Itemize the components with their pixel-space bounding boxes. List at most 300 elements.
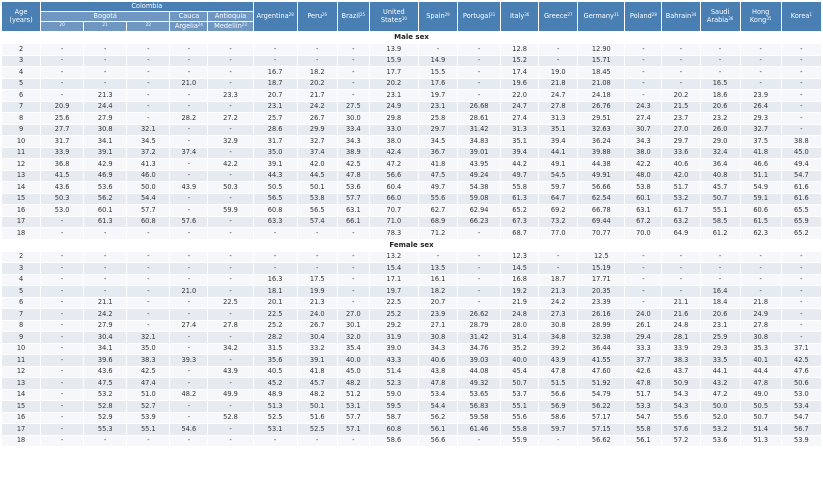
value-cell: 28.99 <box>578 320 625 332</box>
table-row <box>2 274 822 286</box>
value-cell: 59.5 <box>369 401 418 413</box>
value-cell: 39.1 <box>84 147 127 159</box>
value-cell: - <box>458 78 501 90</box>
value-cell: 31.42 <box>458 124 501 136</box>
table-row <box>2 263 822 275</box>
value-cell: 23.3 <box>208 90 253 102</box>
value-cell: 51.92 <box>578 378 625 390</box>
value-cell: 34.83 <box>458 136 501 148</box>
value-cell: 12.5 <box>578 251 625 263</box>
value-cell: - <box>539 435 578 447</box>
value-cell: 32.4 <box>700 147 740 159</box>
value-cell: 37.2 <box>127 147 170 159</box>
table-row <box>2 170 822 182</box>
value-cell: 35.4 <box>337 343 369 355</box>
country-name: Brazil <box>341 12 360 21</box>
age-cell: 17 <box>2 216 41 228</box>
value-cell: 51.0 <box>127 389 170 401</box>
value-cell: 30.7 <box>625 124 662 136</box>
value-cell: 50.7 <box>501 378 539 390</box>
value-cell: - <box>740 263 781 275</box>
value-cell: 33.5 <box>700 355 740 367</box>
value-cell: - <box>781 78 821 90</box>
value-cell: 33.3 <box>625 343 662 355</box>
value-cell: 51.7 <box>662 182 700 194</box>
value-cell: - <box>625 78 662 90</box>
value-cell: 39.4 <box>539 136 578 148</box>
value-cell: - <box>662 55 700 67</box>
value-cell: 22.0 <box>501 90 539 102</box>
value-cell: 34.1 <box>84 343 127 355</box>
value-cell: 28.2 <box>170 113 208 125</box>
value-cell: 13.9 <box>369 44 418 56</box>
value-cell: 21.08 <box>578 78 625 90</box>
value-cell: 64.7 <box>539 193 578 205</box>
value-cell: 28.0 <box>501 320 539 332</box>
value-cell: 19.2 <box>501 286 539 298</box>
value-cell: - <box>41 309 84 321</box>
country-header <box>578 2 625 32</box>
country-ref: 34 <box>691 12 697 18</box>
value-cell: 24.0 <box>297 309 337 321</box>
value-cell: 47.5 <box>84 378 127 390</box>
age-cell: 10 <box>2 136 41 148</box>
value-cell: 53.2 <box>84 389 127 401</box>
value-cell: 17.1 <box>369 274 418 286</box>
value-cell: 71.0 <box>369 216 418 228</box>
value-cell: 31.4 <box>501 332 539 344</box>
reference-table <box>1 1 822 447</box>
value-cell: - <box>208 435 253 447</box>
value-cell: 39.88 <box>578 147 625 159</box>
value-cell: 14.9 <box>418 55 457 67</box>
country-ref: 36 <box>524 12 530 18</box>
value-cell: 34.5 <box>127 136 170 148</box>
table-row <box>2 67 822 79</box>
value-cell: 33.0 <box>369 124 418 136</box>
value-cell: 47.8 <box>337 170 369 182</box>
value-cell: 33.9 <box>41 147 84 159</box>
value-cell: 17.6 <box>418 78 457 90</box>
value-cell: 18.2 <box>418 286 457 298</box>
value-cell: 30.8 <box>84 124 127 136</box>
value-cell: - <box>208 424 253 436</box>
table-row <box>2 412 822 424</box>
value-cell: 49.0 <box>740 389 781 401</box>
value-cell: 20.35 <box>578 286 625 298</box>
value-cell: 61.6 <box>781 193 821 205</box>
value-cell: 31.3 <box>539 113 578 125</box>
table-row <box>2 389 822 401</box>
value-cell: 68.7 <box>501 228 539 240</box>
value-cell: - <box>781 55 821 67</box>
value-cell: 38.0 <box>369 136 418 148</box>
bogota-ref: 20 <box>41 22 84 32</box>
value-cell: 32.0 <box>337 332 369 344</box>
value-cell: - <box>740 286 781 298</box>
value-cell: 40.1 <box>740 355 781 367</box>
value-cell: 36.7 <box>418 147 457 159</box>
value-cell: 52.3 <box>369 378 418 390</box>
value-cell: 43.6 <box>41 182 84 194</box>
value-cell: 20.1 <box>253 297 297 309</box>
value-cell: - <box>625 286 662 298</box>
value-cell: 18.2 <box>297 67 337 79</box>
value-cell: - <box>127 44 170 56</box>
value-cell: - <box>458 55 501 67</box>
value-cell: 45.7 <box>700 182 740 194</box>
value-cell: - <box>253 435 297 447</box>
value-cell: - <box>208 401 253 413</box>
table-row <box>2 182 822 194</box>
value-cell: - <box>662 274 700 286</box>
value-cell: 43.95 <box>458 159 501 171</box>
value-cell: 63.1 <box>625 205 662 217</box>
table-row <box>2 401 822 413</box>
value-cell: 30.4 <box>297 332 337 344</box>
value-cell: 44.3 <box>253 170 297 182</box>
value-cell: 52.0 <box>700 412 740 424</box>
value-cell: 39.01 <box>458 147 501 159</box>
value-cell: 50.0 <box>700 401 740 413</box>
value-cell: - <box>127 297 170 309</box>
value-cell: - <box>127 101 170 113</box>
value-cell: 15.2 <box>501 55 539 67</box>
table-body <box>2 32 822 447</box>
value-cell: 32.9 <box>208 136 253 148</box>
value-cell: - <box>297 435 337 447</box>
value-cell: 20.6 <box>700 101 740 113</box>
age-cell: 3 <box>2 55 41 67</box>
value-cell: 60.8 <box>253 205 297 217</box>
value-cell: 53.6 <box>84 182 127 194</box>
value-cell: 54.5 <box>539 170 578 182</box>
value-cell: 58.7 <box>369 412 418 424</box>
value-cell: 21.1 <box>84 297 127 309</box>
age-cell: 14 <box>2 182 41 194</box>
value-cell: 61.7 <box>662 205 700 217</box>
value-cell: 32.38 <box>578 332 625 344</box>
value-cell: 51.7 <box>625 389 662 401</box>
value-cell: 50.3 <box>41 193 84 205</box>
value-cell: 21.3 <box>297 297 337 309</box>
value-cell: 23.7 <box>662 113 700 125</box>
value-cell: - <box>41 274 84 286</box>
value-cell: 24.7 <box>539 90 578 102</box>
table-row <box>2 332 822 344</box>
value-cell: 38.3 <box>127 355 170 367</box>
value-cell: 39.03 <box>458 355 501 367</box>
table-row <box>2 136 822 148</box>
value-cell: 49.4 <box>781 159 821 171</box>
value-cell: 42.2 <box>208 159 253 171</box>
value-cell: - <box>208 78 253 90</box>
value-cell: 47.8 <box>625 378 662 390</box>
value-cell: - <box>41 332 84 344</box>
value-cell: 34.3 <box>337 136 369 148</box>
value-cell: 27.7 <box>41 124 84 136</box>
value-cell: - <box>41 67 84 79</box>
value-cell: - <box>539 263 578 275</box>
value-cell: - <box>662 78 700 90</box>
value-cell: - <box>170 124 208 136</box>
age-cell: 3 <box>2 263 41 275</box>
value-cell: - <box>127 90 170 102</box>
value-cell: 49.7 <box>501 170 539 182</box>
value-cell: - <box>253 55 297 67</box>
value-cell: 40.6 <box>418 355 457 367</box>
value-cell: 35.2 <box>501 343 539 355</box>
age-cell: 14 <box>2 389 41 401</box>
value-cell: 18.4 <box>700 297 740 309</box>
value-cell: - <box>337 274 369 286</box>
value-cell: 66.0 <box>369 193 418 205</box>
value-cell: 50.3 <box>208 182 253 194</box>
table-row <box>2 216 822 228</box>
value-cell: 70.0 <box>625 228 662 240</box>
value-cell: 26.0 <box>700 124 740 136</box>
value-cell: 27.4 <box>625 113 662 125</box>
table-row <box>2 44 822 56</box>
value-cell: - <box>84 55 127 67</box>
value-cell: 42.2 <box>625 159 662 171</box>
value-cell: 53.3 <box>625 401 662 413</box>
value-cell: 35.1 <box>501 136 539 148</box>
value-cell: 42.6 <box>625 366 662 378</box>
country-ref: 30 <box>401 15 407 21</box>
age-header-label: Age (years) <box>9 7 33 24</box>
value-cell: 59.08 <box>458 193 501 205</box>
value-cell: 53.0 <box>781 389 821 401</box>
value-cell: 63.3 <box>253 216 297 228</box>
section-title: Female sex <box>2 239 822 251</box>
value-cell: 60.6 <box>740 205 781 217</box>
value-cell: - <box>781 101 821 113</box>
value-cell: 53.4 <box>418 389 457 401</box>
value-cell: - <box>253 228 297 240</box>
value-cell: - <box>170 193 208 205</box>
value-cell: 32.63 <box>578 124 625 136</box>
value-cell: - <box>41 389 84 401</box>
value-cell: - <box>170 136 208 148</box>
value-cell: 12.8 <box>501 44 539 56</box>
value-cell: - <box>41 216 84 228</box>
value-cell: 24.8 <box>662 320 700 332</box>
bogota-ref: 21 <box>84 22 127 32</box>
value-cell: 29.7 <box>418 124 457 136</box>
value-cell: 66.78 <box>578 205 625 217</box>
value-cell: 18.45 <box>578 67 625 79</box>
value-cell: - <box>740 78 781 90</box>
value-cell: 23.1 <box>700 320 740 332</box>
value-cell: 25.2 <box>369 309 418 321</box>
value-cell: 58.6 <box>369 435 418 447</box>
value-cell: - <box>208 228 253 240</box>
value-cell: 47.8 <box>539 366 578 378</box>
value-cell: 31.5 <box>253 343 297 355</box>
value-cell: 57.15 <box>578 424 625 436</box>
value-cell: 33.9 <box>662 343 700 355</box>
value-cell: 13.5 <box>418 263 457 275</box>
value-cell: 26.7 <box>297 113 337 125</box>
value-cell: - <box>41 355 84 367</box>
value-cell: 62.54 <box>578 193 625 205</box>
value-cell: 56.6 <box>418 435 457 447</box>
country-header <box>458 2 501 32</box>
value-cell: 46.0 <box>127 170 170 182</box>
value-cell: 51.6 <box>297 412 337 424</box>
value-cell: 53.8 <box>625 182 662 194</box>
country-name: Hong Kong <box>749 7 770 24</box>
country-name: Saudi Arabia <box>706 7 730 24</box>
value-cell: 61.46 <box>458 424 501 436</box>
age-cell: 9 <box>2 332 41 344</box>
country-name: Italy <box>509 12 525 21</box>
value-cell: 42.5 <box>337 159 369 171</box>
country-ref: 35 <box>766 15 772 21</box>
value-cell: - <box>41 343 84 355</box>
value-cell: 65.5 <box>781 205 821 217</box>
value-cell: 56.66 <box>578 182 625 194</box>
value-cell: 40.0 <box>337 355 369 367</box>
value-cell: 50.0 <box>127 182 170 194</box>
value-cell: 27.0 <box>337 309 369 321</box>
value-cell: 61.5 <box>740 216 781 228</box>
age-cell: 5 <box>2 78 41 90</box>
value-cell: 38.8 <box>781 136 821 148</box>
country-header <box>501 2 539 32</box>
value-cell: - <box>625 55 662 67</box>
table-row <box>2 320 822 332</box>
value-cell: 61.3 <box>501 193 539 205</box>
age-cell: 4 <box>2 274 41 286</box>
value-cell: 28.1 <box>662 332 700 344</box>
country-header <box>539 2 578 32</box>
value-cell: 21.3 <box>539 286 578 298</box>
value-cell: - <box>41 90 84 102</box>
country-ref: 36 <box>728 15 734 21</box>
value-cell: 33.2 <box>297 343 337 355</box>
value-cell: 34.2 <box>208 343 253 355</box>
value-cell: 53.0 <box>41 205 84 217</box>
value-cell: - <box>41 44 84 56</box>
value-cell: - <box>41 297 84 309</box>
age-cell: 15 <box>2 401 41 413</box>
table-row <box>2 309 822 321</box>
value-cell: - <box>41 412 84 424</box>
value-cell: 44.4 <box>740 366 781 378</box>
value-cell: 19.9 <box>297 286 337 298</box>
value-cell: - <box>458 297 501 309</box>
value-cell: - <box>740 67 781 79</box>
table-row <box>2 366 822 378</box>
value-cell: 17.7 <box>369 67 418 79</box>
value-cell: - <box>337 55 369 67</box>
value-cell: 38.0 <box>625 147 662 159</box>
value-cell: - <box>41 320 84 332</box>
value-cell: 56.22 <box>578 401 625 413</box>
age-cell: 5 <box>2 286 41 298</box>
value-cell: 34.3 <box>418 343 457 355</box>
value-cell: 40.0 <box>501 355 539 367</box>
value-cell: - <box>208 309 253 321</box>
value-cell: 54.4 <box>418 401 457 413</box>
value-cell: 29.2 <box>369 320 418 332</box>
value-cell: 26.7 <box>297 320 337 332</box>
age-cell: 11 <box>2 355 41 367</box>
value-cell: 19.7 <box>369 286 418 298</box>
value-cell: 50.5 <box>253 182 297 194</box>
country-header <box>781 2 821 32</box>
value-cell: 40.5 <box>253 366 297 378</box>
value-cell: 57.7 <box>127 205 170 217</box>
value-cell: 42.5 <box>127 366 170 378</box>
value-cell: 53.9 <box>127 412 170 424</box>
value-cell: 21.8 <box>740 297 781 309</box>
value-cell: 56.83 <box>458 401 501 413</box>
value-cell: 32.7 <box>297 136 337 148</box>
age-cell: 2 <box>2 251 41 263</box>
country-header <box>369 2 418 32</box>
value-cell: 49.9 <box>208 389 253 401</box>
value-cell: 73.2 <box>539 216 578 228</box>
value-cell: 68.9 <box>418 216 457 228</box>
value-cell: 56.5 <box>253 193 297 205</box>
value-cell: 60.8 <box>127 216 170 228</box>
country-header <box>662 2 700 32</box>
country-ref: 28 <box>288 12 294 18</box>
age-cell: 15 <box>2 193 41 205</box>
value-cell: 42.5 <box>781 355 821 367</box>
age-cell: 2 <box>2 44 41 56</box>
value-cell: 44.1 <box>700 366 740 378</box>
value-cell: 24.3 <box>625 101 662 113</box>
value-cell: 31.7 <box>253 136 297 148</box>
value-cell: 16.5 <box>700 78 740 90</box>
value-cell: - <box>41 378 84 390</box>
value-cell: 30.8 <box>418 332 457 344</box>
value-cell: 51.4 <box>740 424 781 436</box>
value-cell: - <box>458 67 501 79</box>
value-cell: - <box>625 297 662 309</box>
value-cell: 28.6 <box>253 124 297 136</box>
age-cell: 9 <box>2 124 41 136</box>
value-cell: 53.6 <box>700 435 740 447</box>
value-cell: - <box>170 67 208 79</box>
value-cell: 50.1 <box>297 182 337 194</box>
value-cell: 57.1 <box>337 424 369 436</box>
value-cell: 20.6 <box>700 309 740 321</box>
value-cell: 58.5 <box>700 216 740 228</box>
country-ref: 25 <box>359 12 366 18</box>
value-cell: 37.4 <box>297 147 337 159</box>
country-ref: 26 <box>322 12 328 18</box>
value-cell: 19.7 <box>418 90 457 102</box>
value-cell: 21.0 <box>170 78 208 90</box>
value-cell: 18.7 <box>253 78 297 90</box>
table-row <box>2 205 822 217</box>
value-cell: 25.2 <box>253 320 297 332</box>
value-cell: 56.9 <box>539 401 578 413</box>
value-cell: 44.08 <box>458 366 501 378</box>
value-cell: 27.5 <box>337 101 369 113</box>
value-cell: - <box>337 78 369 90</box>
value-cell: - <box>208 378 253 390</box>
table-row <box>2 55 822 67</box>
value-cell: - <box>337 263 369 275</box>
value-cell: 56.5 <box>297 205 337 217</box>
bogota-ref: 22 <box>127 22 170 32</box>
